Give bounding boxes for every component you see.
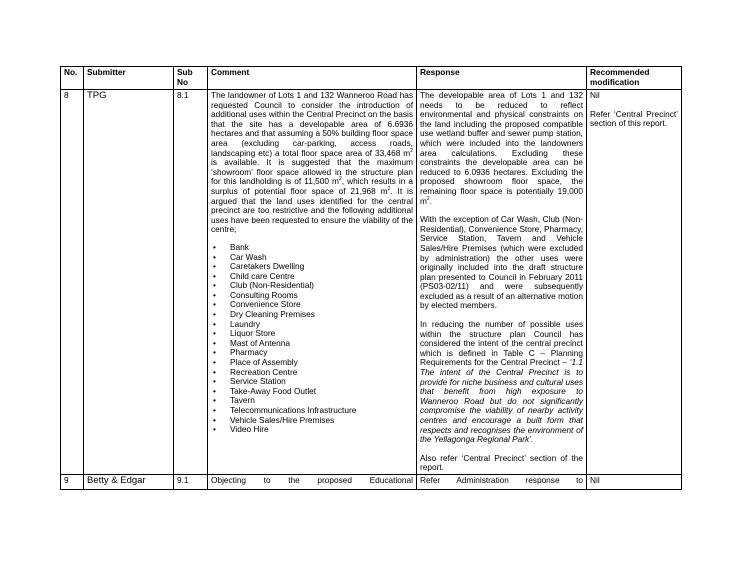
header-response: Response: [417, 67, 587, 90]
comment-intro: The landowner of Lots 1 and 132 Wanneroo Road has requested Council to consider the introduction of additional uses within the Central Precinct on the basis that the site has a developable area of 6.6936 hectares and that assuming a 50% building floor space area (excluding car-parking, access roads, landscaping etc) a total floor space area of 33,468 $m^2$ is available. It is suggested that the maximum ‘showroom’ floor space allowed in the structure plan for this landholding is of 11,500 $m^2$, which results in a surplus of potential floor space of 21,968 $m^2$. It is argued that the land uses identified for the central precinct are too restrictive and the following additional uses have been requested to ensure the viability of the centre;: [211, 90, 414, 235]
response-text: Refer Administration response to: [420, 474, 583, 485]
list-item: • Laundry: [230, 320, 413, 330]
additional-uses-list: [211, 243, 413, 435]
header-row: [61, 67, 682, 90]
header-no: No.: [61, 67, 84, 90]
recommendation-text: Refer ‘Central Precinct’ section of this report.: [590, 108, 678, 129]
list-item: • Consulting Rooms: [230, 291, 413, 301]
header-recommended: Recommended modification: [587, 67, 682, 90]
table-row: [61, 90, 682, 475]
list-item: • Club (Non-Residential): [230, 281, 413, 291]
list-item: • Take-Away Food Outlet: [230, 387, 413, 397]
comment-text: Objecting to the proposed Educational: [211, 474, 413, 485]
list-item: • Service Station: [230, 377, 413, 387]
list-item: • Telecommunications Infrastructure: [230, 406, 413, 416]
list-item: • Caretakers Dwelling: [230, 262, 413, 272]
row-number: 9: [61, 474, 84, 489]
comment-cell: [208, 474, 417, 489]
list-item: • Tavern: [230, 396, 413, 406]
list-item: • Dry Cleaning Premises: [230, 310, 413, 320]
list-item: • Mast of Antenna: [230, 339, 413, 349]
list-item: • Bank: [230, 243, 413, 253]
recommendation-cell: [587, 90, 682, 475]
response-paragraph: Also refer ‘Central Precinct’ section of the report.: [420, 452, 583, 473]
response-paragraph: The developable area of Lots 1 and 132 needs to be reduced to reflect environmental and physical constraints on the land including the proposed compatible use wetland buffer and sewer pump station, which were included into the landowners area calculations. Excluding these constraints the developable area can be reduced to 6.0936 hectares. Excluding the proposed showroom floor space, the remaining floor space is potentially 19,000 $m^2$.: [420, 90, 583, 206]
list-item: • Video Hire: [230, 425, 413, 435]
sub-number: 9.1: [174, 474, 208, 489]
list-item: • Vehicle Sales/Hire Premises: [230, 416, 413, 426]
table-row: [61, 474, 682, 489]
sub-number: 8.1: [174, 90, 208, 475]
header-sub-no: Sub No: [174, 67, 208, 90]
response-cell: [417, 90, 587, 475]
list-item: • Pharmacy: [230, 348, 413, 358]
recommendation-text: Nil: [590, 90, 600, 100]
response-paragraph: With the exception of Car Wash, Club (Non-Residential), Convenience Store, Pharmacy, Service Station, Tavern and Vehicle Sales/Hire Premises (which were excluded by administration) the other uses were originally included into the draft structure plan presented to Council in February 2011 (PS03-02/11) and were subsequently excluded as a result of an alternative motion by elected members.: [420, 214, 583, 311]
response-paragraph: In reducing the number of possible uses within the structure plan Council has considered the intent of the central precinct which is defined in Table C – Planning Requirements for the Central Precinct – ‘1.1 The intent of the Central Precinct is to provide for niche business and cultural uses that benefit from high exposure to Wanneroo Road but do not significantly compromise the viability of nearby activity centres and encourage a built form that respects and recognises the environment of the Yellagonga Regional Park’.: [420, 319, 583, 445]
submitter-cell: Betty & Edgar: [84, 474, 174, 489]
submissions-table: [60, 66, 682, 490]
comment-cell: [208, 90, 417, 475]
row-number: 8: [61, 90, 84, 475]
list-item: • Car Wash: [230, 253, 413, 263]
list-item: • Liquor Store: [230, 329, 413, 339]
recommendation-cell: Nil: [587, 474, 682, 489]
list-item: • Child care Centre: [230, 272, 413, 282]
list-item: • Place of Assembly: [230, 358, 413, 368]
header-submitter: Submitter: [84, 67, 174, 90]
list-item: • Recreation Centre: [230, 368, 413, 378]
submitter-cell: TPG: [84, 90, 174, 475]
response-cell: [417, 474, 587, 489]
header-comment: Comment: [208, 67, 417, 90]
list-item: • Convenience Store: [230, 300, 413, 310]
